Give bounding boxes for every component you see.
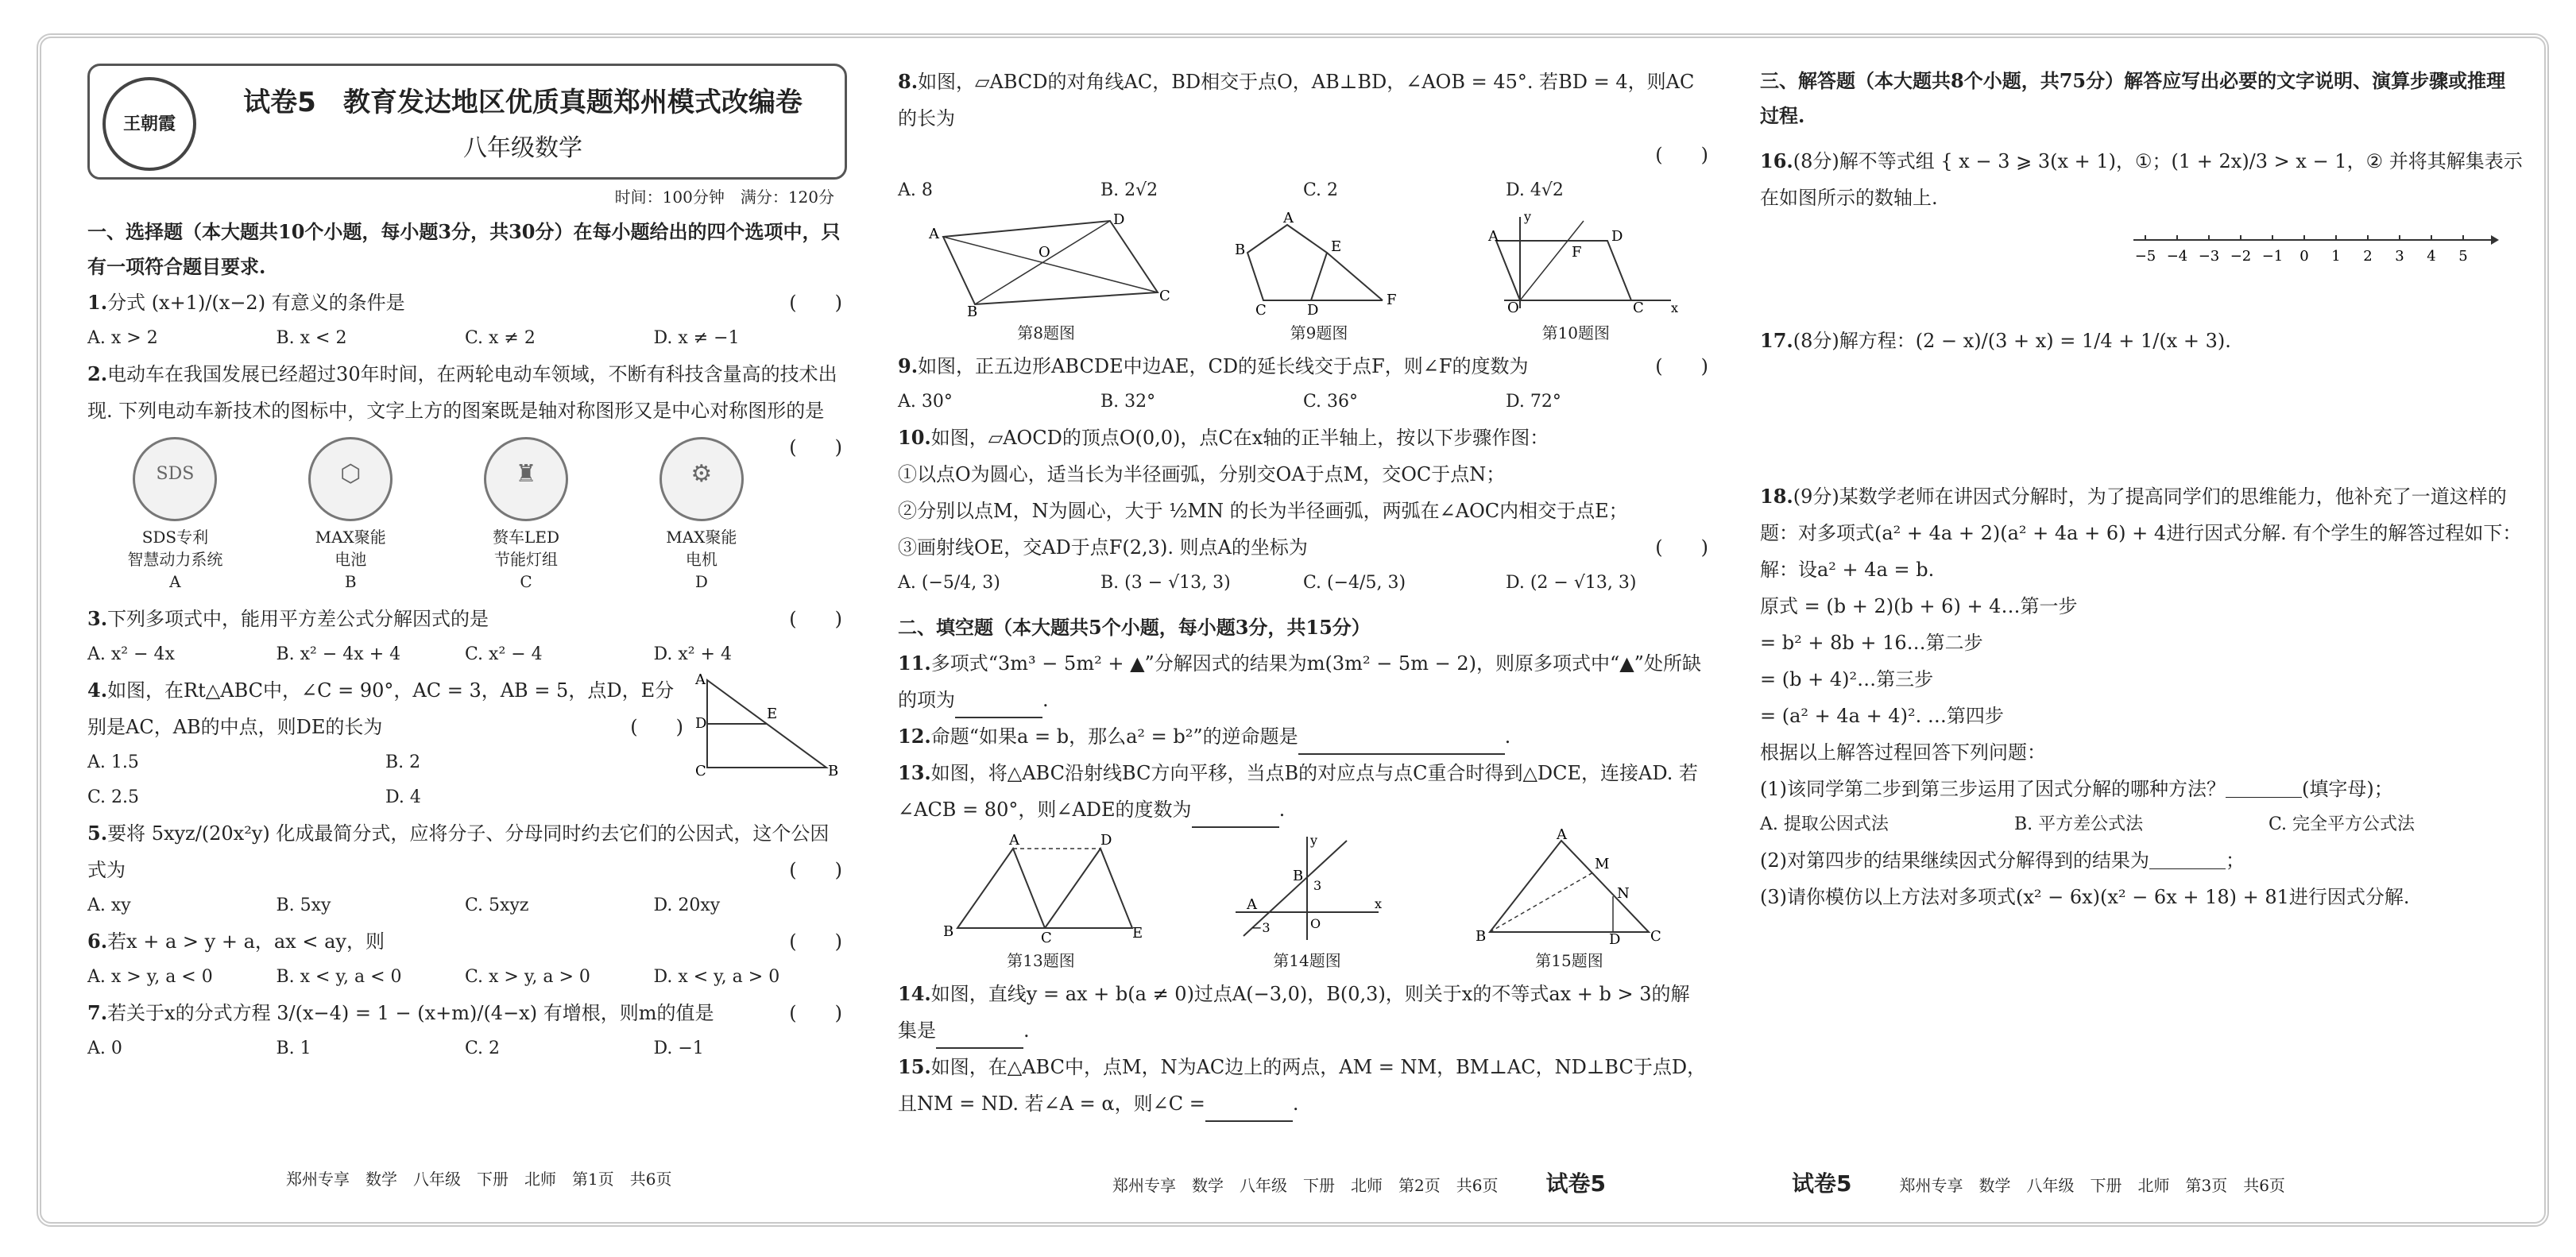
battery-icon: ⬡: [308, 437, 393, 521]
svg-text:C: C: [695, 763, 706, 779]
answer-blank[interactable]: [955, 693, 1042, 718]
svg-text:E: E: [767, 706, 778, 722]
svg-text:B: B: [828, 763, 839, 779]
exam-meta: 时间：100分钟 满分：120分: [614, 188, 834, 207]
q8-options: A. 8 B. 2√2 C. 2 D. 4√2: [898, 180, 1564, 200]
svg-text:C: C: [1633, 300, 1645, 316]
svg-text:A: A: [695, 671, 706, 688]
question-6: 6.若x + a > y + a，ax < ay，则 ( ): [87, 930, 842, 953]
question-10: 10.如图，▱AOCD的顶点O(0,0)，点C在x轴的正半轴上，按以下步骤作图：: [898, 426, 1549, 449]
footer-page-2: 郑州专享 数学 八年级 下册 北师 第2页 共6页 试卷5: [1112, 1170, 1606, 1197]
section-2: 二、填空题（本大题共5个小题，每小题3分，共15分）: [898, 616, 1371, 639]
tick-label: 3: [2395, 248, 2404, 265]
question-4: 4.如图，在Rt△ABC中，∠C = 90°，AC = 3，AB = 5，点D，E分别是AC，AB的中点，则DE的长为 ( ): [87, 679, 683, 738]
tick-label: 4: [2427, 248, 2436, 265]
question-11: 11.多项式“3m³ − 5m² + ▲”分解因式的结果为m(3m² − 5m − 2)，则原多项式中“▲”处所缺的项为 .: [898, 645, 1708, 718]
section-1: 一、选择题（本大题共10个小题，每小题3分，共30分）在每小题给出的四个选项中，只有一项符合题目要求.: [87, 220, 841, 278]
motor-icon-card: ⚙ MAX聚能 电机 D: [622, 437, 781, 593]
svg-text:x: x: [1375, 896, 1383, 911]
tick-label: 5: [2458, 248, 2468, 265]
svg-text:x: x: [1671, 300, 1679, 315]
question-7: 7.若关于x的分式方程 3/(x−4) = 1 − (x+m)/(4−x) 有增根，则m的值是 ( ): [87, 1001, 842, 1024]
q10-options: A. (−5/4, 3) B. (3 − √13, 3) C. (−4/5, 3) D. (2 − √13, 3): [898, 573, 1637, 593]
figure-10: A D C O F y x 第10题图: [1488, 209, 1679, 342]
figures-8-10: [898, 209, 1708, 343]
question-14: 14.如图，直线y = ax + b(a ≠ 0)过点A(−3,0)，B(0,3)，则关于x的不等式ax + b > 3的解集是 .: [898, 976, 1708, 1049]
svg-text:B: B: [1234, 242, 1246, 258]
tick-label: 1: [2331, 248, 2341, 265]
svg-text:y: y: [1524, 209, 1532, 224]
page-3: 三、解答题（本大题共8个小题，共75分）解答应写出必要的文字说明、演算步骤或推理过程. 16.(8分)解不等式组 { x − 3 ⩾ 3(x + 1)，①；(1 + 2x)/3 > x − 1，② 并将其解集表示在如图所示的数轴上. −5 −4 −3 −2 −1 0 1 2 3 4 5 17.(8分)解方程：(2 − x)/(3 + x) = 1/4 + 1/(x + 3). 18.(9分)某数学老师在讲因式分解时，为了提高同学们的思维能力，他补充了一道这样的题：对多项式(a² + 4a + 2)(a² + 4a + 6) + 4进行因式分解. 有个学生的解答过程如下： 解：设a² + 4a = b. 原式 = (b + 2)(b + 6) + 4…第一步 = b² + 8b + 16…第二步 = (b + 4)²…第三步 = (a² + 4a + 4)². …第四步 根据以上解答过程回答下列问题： (1)该同学第二步到第三步运用了因式分解的哪种方法？＿＿＿＿(填字母)； A. 提取公因式法 B. 平方差公式法 C. 完全平方公式法 (2)对第四步的结果继续因式分解得到的结果为＿＿＿＿； (3)请你模仿以上方法对多项式(x² − 6x)(x² − 6x + 18) + 81进行因式分解.: [1760, 64, 2523, 1162]
svg-text:A: A: [1247, 896, 1257, 913]
svg-text:A: A: [1009, 832, 1019, 849]
svg-text:F: F: [1572, 244, 1582, 261]
figures-13-15: [898, 826, 1708, 971]
figure-15: A M N B D C 第15题图: [1476, 826, 1661, 970]
battery-icon-card: ⬡ MAX聚能 电池 B: [271, 437, 430, 593]
svg-text:O: O: [1310, 916, 1321, 931]
exam-header: [87, 64, 847, 180]
svg-text:C: C: [1041, 930, 1052, 946]
svg-text:E: E: [1132, 925, 1143, 942]
q1-options: A. x > 2 B. x < 2 C. x ≠ 2 D. x ≠ −1: [87, 328, 740, 348]
q7-options: A. 0 B. 1 C. 2 D. −1: [87, 1038, 704, 1058]
question-16: 16.(8分)解不等式组 { x − 3 ⩾ 3(x + 1)，①；(1 + 2x)/3 > x − 1，② 并将其解集表示在如图所示的数轴上.: [1760, 149, 2523, 209]
svg-text:M: M: [1595, 856, 1610, 872]
q5-options: A. xy B. 5xy C. 5xyz D. 20xy: [87, 895, 721, 915]
q6-options: A. x > y, a < 0 B. x < y, a < 0 C. x > y, a > 0 D. x < y, a > 0: [87, 967, 780, 987]
figure-8: A D C B O 第8题图: [928, 211, 1170, 342]
lamp-icon: ♜: [484, 437, 568, 521]
figure-13: A D B C E 第13题图: [943, 832, 1143, 970]
svg-text:A: A: [1488, 228, 1499, 245]
svg-text:O: O: [1038, 244, 1050, 261]
lamp-icon-card: ♜ 赘车LED 节能灯组 C: [447, 437, 605, 593]
number-line: [2125, 224, 2499, 280]
q4-block: 4.如图，在Rt△ABC中，∠C = 90°，AC = 3，AB = 5，点D，E分别是AC，AB的中点，则DE的长为 ( ) A. 1.5 B. 2 C. 2.5 D. 4 A D E C B: [87, 672, 842, 815]
q4-triangle-figure: [683, 672, 842, 783]
question-3: 3.下列多项式中，能用平方差公式分解因式的是 ( ): [87, 607, 842, 630]
sds-icon: SDS: [133, 437, 217, 521]
answer-blank[interactable]: [1298, 729, 1505, 755]
tick-label: −3: [2198, 248, 2220, 265]
svg-text:D: D: [1112, 211, 1125, 228]
figure-14: y x B 3 A −3 O 第14题图: [1228, 833, 1387, 971]
answer-blank[interactable]: [1192, 803, 1279, 828]
sds-icon-card: SDS SDS专利 智慧动力系统 A: [95, 437, 254, 593]
question-1: 1.分式 (x+1)/(x−2) 有意义的条件是 ( ): [87, 291, 842, 314]
exam-title: 试卷5 教育发达地区优质真题郑州模式改编卷: [243, 87, 803, 118]
svg-text:D: D: [1609, 931, 1621, 948]
question-17: 17.(8分)解方程：(2 − x)/(3 + x) = 1/4 + 1/(x + 3).: [1760, 329, 2231, 352]
svg-text:A: A: [1557, 826, 1567, 843]
tick-label: 2: [2363, 248, 2373, 265]
q3-options: A. x² − 4x B. x² − 4x + 4 C. x² − 4 D. x² + 4: [87, 644, 732, 664]
svg-text:D: D: [1611, 228, 1623, 245]
svg-text:B: B: [1476, 928, 1487, 945]
answer-blank[interactable]: [1205, 1096, 1293, 1122]
svg-text:A: A: [1282, 210, 1294, 226]
svg-text:y: y: [1310, 833, 1318, 848]
svg-text:N: N: [1617, 885, 1630, 902]
svg-text:B: B: [1293, 868, 1304, 884]
svg-text:D: D: [1100, 832, 1112, 849]
tick-label: −1: [2261, 248, 2284, 265]
exam-subtitle: 八年级数学: [463, 134, 582, 162]
svg-text:B: B: [943, 923, 954, 940]
q2-icons: [87, 437, 789, 593]
svg-text:A: A: [928, 226, 939, 242]
svg-text:3: 3: [1313, 878, 1322, 893]
footer-page-1: 郑州专享 数学 八年级 下册 北师 第1页 共6页: [286, 1170, 672, 1189]
question-2: 2.电动车在我国发展已经超过30年时间，在两轮电动车领域，不断有科技含量高的技术出现. 下列电动车新技术的图标中，文字上方的图案既是轴对称图形又是中心对称图形的是 ( ): [87, 362, 842, 458]
svg-text:F: F: [1386, 292, 1397, 308]
tick-label: −4: [2166, 248, 2188, 265]
question-13: 13.如图，将△ABC沿射线BC方向平移，当点B的对应点与点C重合时得到△DCE，连接AD. 若∠ACB = 80°，则∠ADE的度数为 .: [898, 755, 1708, 828]
question-9: 9.如图，正五边形ABCDE中边AE，CD的延长线交于点F，则∠F的度数为 ( ): [898, 354, 1708, 377]
question-15: 15.如图，在△ABC中，点M，N为AC边上的两点，AM = NM，BM⊥AC，ND⊥BC于点D，且NM = ND. 若∠A = α，则∠C = .: [898, 1049, 1708, 1122]
svg-text:D: D: [695, 715, 707, 732]
q18-options: A. 提取公因式法 B. 平方差公式法 C. 完全平方公式法: [1760, 814, 2415, 834]
question-12: 12.命题“如果a = b，那么a² = b²”的逆命题是 .: [898, 718, 1708, 755]
footer-page-3: 试卷5 郑州专享 数学 八年级 下册 北师 第3页 共6页: [1792, 1170, 2285, 1197]
question-5: 5.要将 5xyz/(20x²y) 化成最简分式，应将分子、分母同时约去它们的公因式，这个公因式为 ( ): [87, 822, 842, 881]
q9-options: A. 30° B. 32° C. 36° D. 72°: [898, 392, 1561, 412]
question-18: 18.(9分)某数学老师在讲因式分解时，为了提高同学们的思维能力，他补充了一道这样的题：对多项式(a² + 4a + 2)(a² + 4a + 6) + 4进行因式分解. 有个学生的解答过程如下：: [1760, 485, 2522, 544]
tick-label: 0: [2299, 248, 2309, 265]
svg-text:C: C: [1158, 288, 1170, 304]
svg-text:O: O: [1507, 300, 1520, 316]
motor-icon: ⚙: [659, 437, 744, 521]
tick-label: −5: [2134, 248, 2156, 265]
svg-text:C: C: [1650, 928, 1661, 945]
page-1: [87, 64, 842, 1162]
svg-text:D: D: [1306, 302, 1319, 319]
svg-text:C: C: [1255, 302, 1267, 319]
question-8: 8.如图，▱ABCD的对角线AC，BD相交于点O，AB⊥BD，∠AOB = 45°. 若BD = 4，则AC的长为: [898, 70, 1695, 130]
page-2: 8.如图，▱ABCD的对角线AC，BD相交于点O，AB⊥BD，∠AOB = 45°. 若BD = 4，则AC的长为 ( ) A. 8 B. 2√2 C. 2 D. 4√2 A D C B O 第8题图 A E B C D F 第9题图 A D C O F y x 第10题图 9.如图，正五边形ABCDE中边AE，CD的延长线交于点F，则∠F的度数为 ( ) A. 30° B. 32° C. 36° D. 72° 10.如图，▱AOCD的顶点O(0,0)，点C在x轴的正半轴上，按以下步骤作图： ①以点O为圆心，适当长为半径画弧，分别交OA于点M，交OC于点N； ②分别以点M，N为圆心，大于 ½MN 的长为半径画弧，两弧在∠AOC内相交于点E； ③画射线OE，交AD于点F(2,3). 则点A的坐标为 ( ) A. (−5/4, 3) B. (3 − √13, 3) C. (−4/5, 3) D. (2 − √13, 3) 二、填空题（本大题共5个小题，每小题3分，共15分） 11.多项式“3m³ − 5m² + ▲”分解因式的结果为m(3m² − 5m − 2)，则原多项式中“▲”处所缺的项为 . 12.命题“如果a = b，那么a² = b²”的逆命题是 . 13.如图，将△ABC沿射线BC方向平移，当点B的对应点与点C重合时得到△DCE，连接AD. 若∠ACB = 80°，则∠ADE的度数为 . A D B C E 第13题图 y x B 3 A −3 O 第14题图 A M N B D C 第15题图 14.如图，直线y = ax + b(a ≠ 0)过点A(−3,0)，B(0,3)，则关于x的不等式ax + b > 3的解集是 . 15.如图，在△ABC中，点M，N为AC边上的两点，AM = NM，BM⊥AC，ND⊥BC于点D，且NM = ND. 若∠A = α，则∠C = .: [898, 64, 1708, 1162]
svg-text:B: B: [966, 304, 977, 320]
svg-text:E: E: [1330, 238, 1342, 255]
svg-text:−3: −3: [1251, 920, 1271, 935]
logo: 王朝霞: [102, 77, 196, 171]
figure-9: A E B C D F 第9题图: [1234, 210, 1397, 342]
section-3: 三、解答题（本大题共8个小题，共75分）解答应写出必要的文字说明、演算步骤或推理过程.: [1760, 69, 2506, 127]
answer-blank[interactable]: [936, 1023, 1023, 1049]
tick-label: −2: [2230, 248, 2252, 265]
